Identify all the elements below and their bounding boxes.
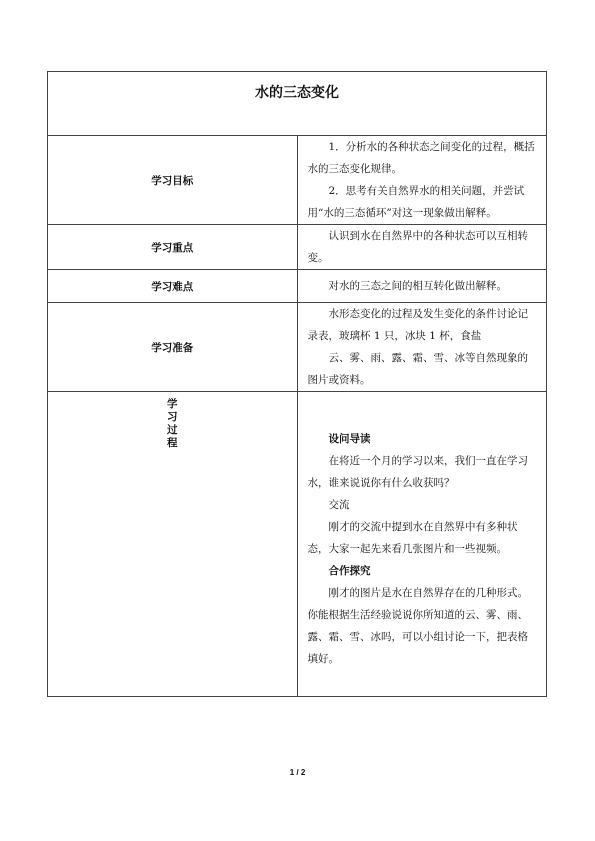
label-preparation: 学习准备	[48, 303, 298, 392]
document-title: 水的三态变化	[255, 85, 339, 101]
label-key-points: 学习重点	[48, 225, 298, 270]
row-preparation	[48, 303, 547, 392]
title-cell	[48, 72, 547, 136]
content-preparation	[297, 303, 547, 392]
preparation-item: 云、雾、雨、露、霜、雪、冰等自然现象的图片或资料。	[307, 352, 528, 386]
process-subheading-exchange: 交流	[328, 499, 350, 511]
key-point-text: 认识到水在自然界中的各种状态可以互相转变。	[307, 230, 528, 264]
row-difficulties	[48, 270, 547, 303]
row-learning-objectives	[48, 136, 547, 225]
content-learning-objectives	[297, 136, 547, 225]
label-learning-process	[48, 392, 298, 697]
content-key-points	[297, 225, 547, 270]
page-number: 1 / 2	[289, 768, 306, 777]
content-difficulties	[297, 270, 547, 303]
lesson-plan-table	[47, 71, 547, 697]
learning-process-vertical-label: 学习过程	[167, 398, 178, 449]
content-learning-process	[297, 392, 547, 697]
row-key-points	[48, 225, 547, 270]
section-heading-guided-questions: 设问导读	[328, 433, 371, 445]
label-difficulties: 学习难点	[48, 270, 298, 303]
process-paragraph: 在将近一个月的学习以来，我们一直在学习水，谁来说说你有什么收获吗？	[307, 455, 528, 489]
objective-item: 1．分析水的各种状态之间变化的过程，概括水的三态变化规律。	[307, 141, 535, 175]
process-paragraph: 刚才的交流中提到水在自然界中有多种状态，大家一起先来看几张图片和一些视频。	[307, 521, 518, 555]
label-learning-objectives: 学习目标	[48, 136, 298, 225]
objective-item: 2．思考有关自然界水的相关问题，并尝试用“水的三态循环”对这一现象做出解释。	[307, 185, 525, 219]
difficulty-text: 对水的三态之间的相互转化做出解释。	[328, 280, 507, 292]
process-paragraph: 刚才的图片是水在自然界存在的几种形式。你能根据生活经验说说你所知道的云、雾、雨、露、霜、雪、冰吗，可以小组讨论一下，把表格填好。	[307, 587, 528, 665]
preparation-item: 水形态变化的过程及发生变化的条件讨论记录表，玻璃杯 1 只，冰块 1 杯，食盐	[307, 308, 528, 342]
row-learning-process	[48, 392, 547, 697]
process-top-spacer	[308, 392, 537, 428]
section-heading-cooperative-inquiry: 合作探究	[328, 565, 371, 577]
